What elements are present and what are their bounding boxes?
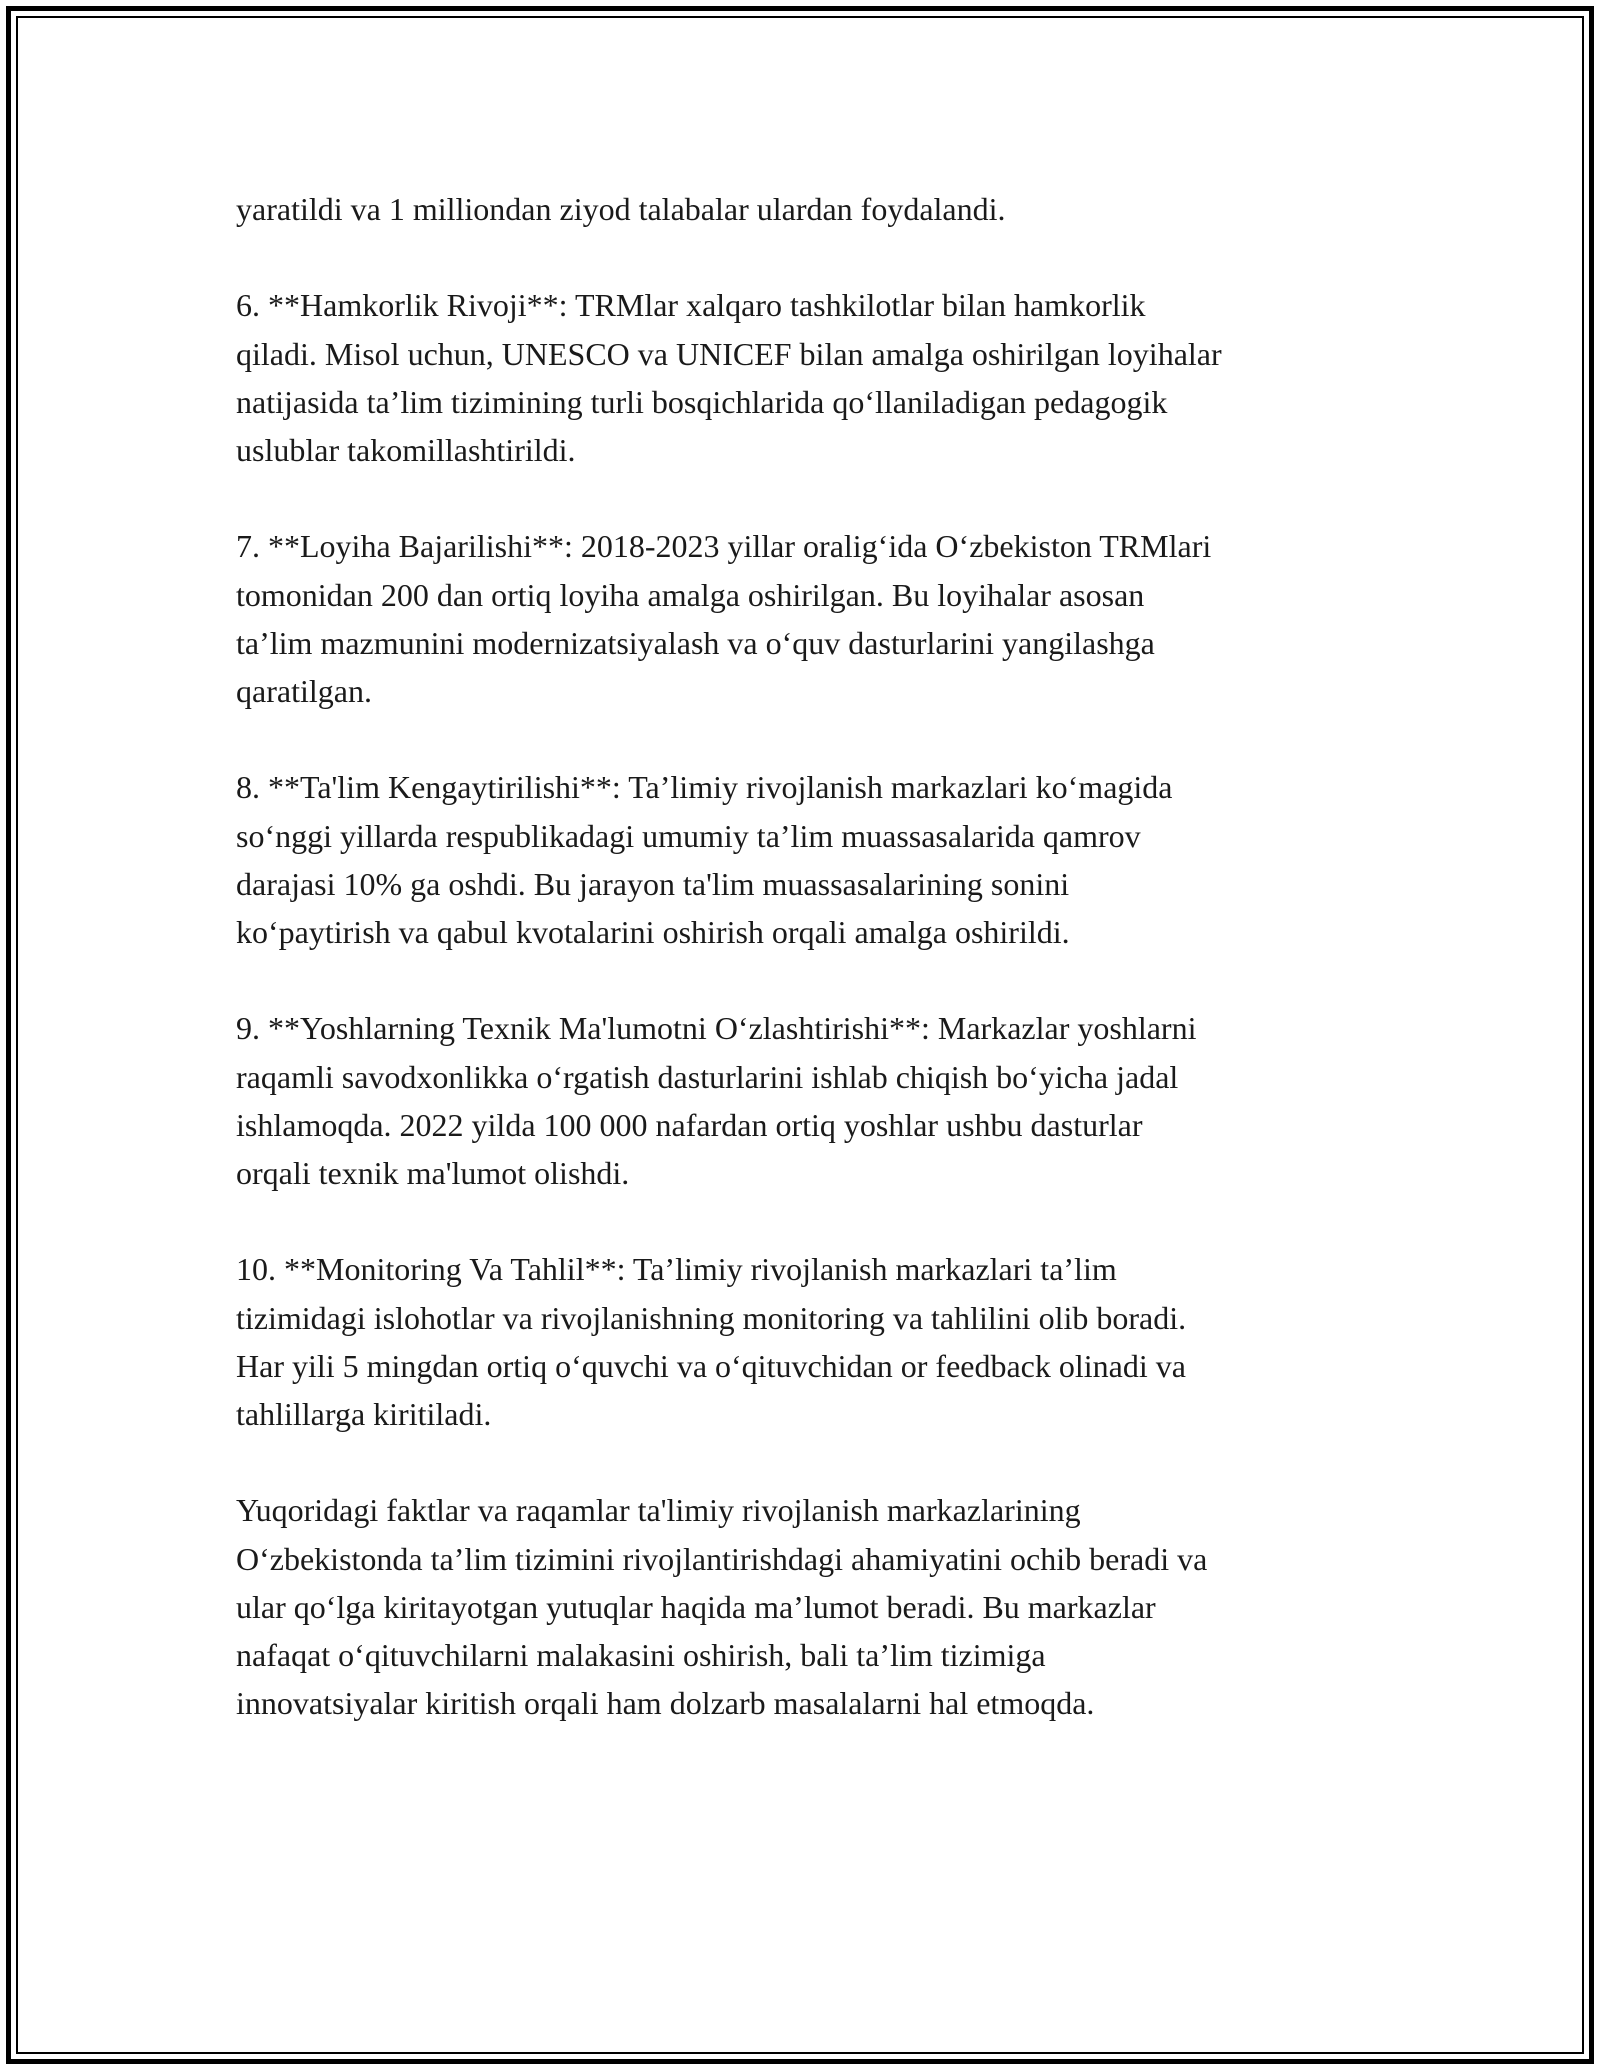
text-line: 10. **Monitoring Va Tahlil**: Ta’limiy rivojlanish markazlari ta’lim — [236, 1251, 1117, 1288]
text-line: tizimidagi islohotlar va rivojlanishning monitoring va tahlilini olib boradi. — [236, 1299, 1187, 1336]
paragraph-conclusion — [236, 1486, 1386, 1727]
text-line: ishlamoqda. 2022 yilda 100 000 nafardan ortiq yoshlar ushbu dasturlar — [236, 1106, 1143, 1143]
text-line: tahlillarga kiritiladi. — [236, 1396, 492, 1432]
text-line: yaratildi va 1 milliondan ziyod talabalar ulardan foydalandi. — [236, 191, 1006, 227]
text-line: uslublar takomillashtirildi. — [236, 432, 576, 468]
text-line: Yuqoridagi faktlar va raqamlar ta'limiy rivojlanish markazlarining — [236, 1492, 1081, 1529]
text-line: natijasida ta’lim tizimining turli bosqichlarida qo‘llaniladigan pedagogik — [236, 383, 1168, 420]
text-line: innovatsiyalar kiritish orqali ham dolzarb masalalarni hal etmoqda. — [236, 1685, 1095, 1722]
text-line: so‘nggi yillarda respublikadagi umumiy ta’lim muassasalarida qamrov — [236, 817, 1141, 854]
paragraph-item-6 — [236, 281, 1386, 474]
text-line: darajasi 10% ga oshdi. Bu jarayon ta'lim muassasalarining sonini — [236, 865, 1070, 902]
text-line: Har yili 5 mingdan ortiq o‘quvchi va o‘qituvchidan or feedback olinadi va — [236, 1347, 1186, 1384]
text-line: ta’lim mazmunini modernizatsiyalash va o‘quv dasturlarini yangilashga — [236, 624, 1155, 661]
paragraph-item-10 — [236, 1245, 1386, 1438]
document-body — [236, 185, 1386, 1776]
text-line: tomonidan 200 dan ortiq loyiha amalga oshirilgan. Bu loyihalar asosan — [236, 576, 1145, 613]
text-line: ular qo‘lga kiritayotgan yutuqlar haqida ma’lumot beradi. Bu markazlar — [236, 1588, 1156, 1625]
text-line: 9. **Yoshlarning Texnik Ma'lumotni O‘zlashtirishi**: Markazlar yoshlarni — [236, 1010, 1197, 1047]
text-line: 7. **Loyiha Bajarilishi**: 2018-2023 yillar oralig‘ida O‘zbekiston TRMlari — [236, 528, 1212, 565]
paragraph-continuation — [236, 185, 1386, 233]
text-line: qaratilgan. — [236, 673, 372, 709]
paragraph-item-7 — [236, 522, 1386, 715]
text-line: 8. **Ta'lim Kengaytirilishi**: Ta’limiy rivojlanish markazlari ko‘magida — [236, 769, 1173, 806]
paragraph-item-9 — [236, 1004, 1386, 1197]
text-line: nafaqat o‘qituvchilarni malakasini oshirish, bali ta’lim tizimiga — [236, 1637, 1046, 1673]
text-line: orqali texnik ma'lumot olishdi. — [236, 1155, 630, 1191]
text-line: 6. **Hamkorlik Rivoji**: TRMlar xalqaro tashkilotlar bilan hamkorlik — [236, 287, 1146, 324]
text-line: qiladi. Misol uchun, UNESCO va UNICEF bilan amalga oshirilgan loyihalar — [236, 335, 1222, 372]
paragraph-item-8 — [236, 763, 1386, 956]
text-line: O‘zbekistonda ta’lim tizimini rivojlantirishdagi ahamiyatini ochib beradi va — [236, 1540, 1208, 1577]
text-line: ko‘paytirish va qabul kvotalarini oshirish orqali amalga oshirildi. — [236, 914, 1070, 950]
text-line: raqamli savodxonlikka o‘rgatish dasturlarini ishlab chiqish bo‘yicha jadal — [236, 1058, 1179, 1095]
